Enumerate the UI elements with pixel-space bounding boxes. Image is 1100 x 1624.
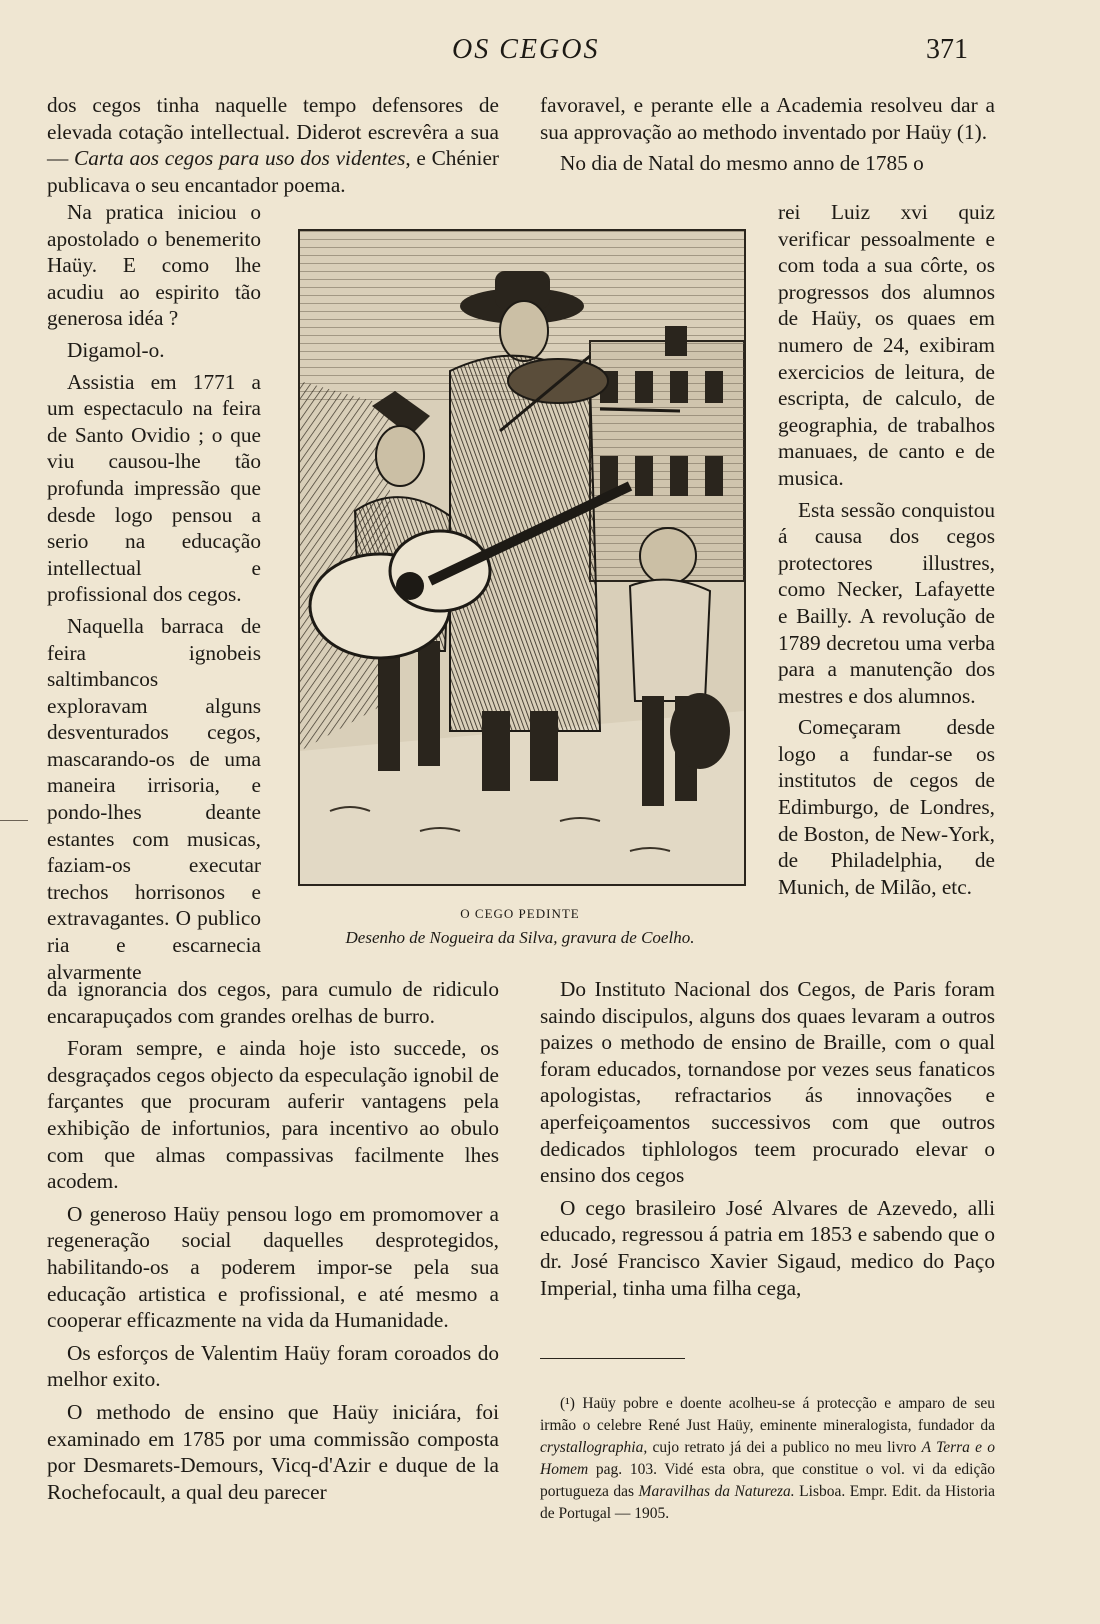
left-column-narrow xyxy=(47,199,261,990)
running-head xyxy=(0,34,1100,74)
paragraph: Do Instituto Nacional dos Cegos, de Paris foram saindo discipulos, alguns dos quaes levaram a outros paizes o methodo de ensino de Braille, com o qual foram educados, tornandose por vezes seus fanaticos apologistas, refractarios ás innovações e aperfeiçoamentos successivos com que outros dedicados tiphlologos teem procurado elevar o ensino dos cegos xyxy=(540,977,995,1188)
figure-credit: Desenho de Nogueira da Silva, gravura de Coelho. xyxy=(345,928,695,947)
right-column-narrow xyxy=(778,199,995,905)
footnote xyxy=(540,1393,995,1525)
paragraph: Digamol-o. xyxy=(67,337,165,362)
paragraph: O generoso Haüy pensou logo em promomover a regeneração social daquelles desprotegidos, habilitando-os a poderem impor-se pela sua educação artistica e profissional, e até mesmo a cooperar efficazmente na vida da Humanidade. xyxy=(47,1201,499,1333)
margin-mark xyxy=(0,820,28,821)
paragraph xyxy=(47,92,499,198)
left-column-top xyxy=(47,92,499,203)
engraving-illustration xyxy=(298,229,746,886)
paragraph: O methodo de ensino que Haüy iniciára, foi examinado em 1785 por uma commissão composta por Desmarets-Demours, Vicq-d'Azir e duque de la Rochefocault, a qual deu parecer xyxy=(47,1399,499,1504)
text: Haüy pobre e doente acolheu-se á protecção e amparo de seu irmão o celebre René Just Haüy, eminente mineralogista, fundador da xyxy=(540,1395,995,1434)
paragraph: favoravel, e perante elle a Academia resolveu dar a sua approvação ao methodo inventado por Haüy (1). xyxy=(540,93,995,144)
text: , e Chénier publicava o seu encantador poema. xyxy=(47,146,500,197)
text: Lisboa. Empr. Edit. da Historia de Portugal — 1905. xyxy=(540,1483,995,1522)
paragraph: No dia de Natal do mesmo anno de 1785 o xyxy=(560,151,924,176)
paragraph: rei Luiz xvi quiz verificar pessoalmente e com toda a sua côrte, os progressos dos alumnos de Haüy, os quaes em numero de 24, exibiram exercicios de leitura, de escripta, de calculo, de geographia, de trabalhos manuaes, de canto e de musica. xyxy=(778,200,995,490)
engraving-drawing xyxy=(300,231,744,884)
paragraph: da ignorancia dos cegos, para cumulo de ridiculo encarapuçados com grandes orelhas de burro. xyxy=(47,977,499,1028)
footnote-text xyxy=(540,1393,995,1525)
figure-title: O CEGO PEDINTE xyxy=(460,906,580,921)
left-column-bottom xyxy=(47,976,499,1511)
italic-title: Carta aos cegos para uso dos videntes xyxy=(74,146,406,171)
running-title: OS CEGOS xyxy=(452,34,600,65)
paragraph: Começaram desde logo a fundar-se os institutos de cegos de Edimburgo, de Londres, de Boston, de New-York, de Philadelphia, de Munich, de Milão, etc. xyxy=(778,715,995,899)
footnote-rule xyxy=(540,1358,685,1359)
paragraph: Foram sempre, e ainda hoje isto succede, os desgraçados cegos objecto da especulação ignobil de farçantes que procuram auferir vantagens pela exhibição de infortunios, para incentivo ao obulo com que almas compassivas facilmente lhes acodem. xyxy=(47,1036,499,1194)
italic-title: A Terra e o Homem xyxy=(540,1439,995,1478)
paragraph: Os esforços de Valentim Haüy foram coroados do melhor exito. xyxy=(47,1340,499,1392)
footnote-marker: (¹) xyxy=(560,1395,575,1412)
text: pag. 103. Vidé esta obra, que constitue o vol. vi da edição portugueza das xyxy=(540,1461,995,1500)
italic-term: crystallographia, xyxy=(540,1439,648,1456)
italic-title: Maravilhas da Natureza. xyxy=(638,1483,795,1500)
text: dos cegos tinha naquelle tempo defensores de elevada cotação intellectual. Diderot escrevêra a sua— xyxy=(47,93,499,171)
page-number: 371 xyxy=(926,34,968,65)
paragraph: O cego brasileiro José Alvares de Azevedo, alli educado, regressou á patria em 1853 e sabendo que o dr. José Francisco Xavier Sigaud, medico do Paço Imperial, tinha uma filha cega, xyxy=(540,1195,995,1300)
paragraph: Esta sessão conquistou á causa dos cegos protectores illustres, como Necker, Lafayette e Bailly. A revolução de 1789 decretou uma verba para a manutenção dos mestres e dos alumnos. xyxy=(778,497,995,708)
right-column-bottom xyxy=(540,976,995,1307)
paragraph: Naquella barraca de feira ignobeis saltimbancos exploravam alguns desventurados cegos, mascarando-os de uma maneira irrisoria, e pondo-lhes deante estantes com musicas, faziam-os executar trechos horrisonos e extravagantes. O publico ria e escarnecia alvarmente xyxy=(47,613,261,984)
text: cujo retrato já dei a publico no meu livro xyxy=(647,1439,922,1456)
paragraph: Assistia em 1771 a um espectaculo na feira de Santo Ovidio ; o que viu causou-lhe tão profunda impressão que desde logo pensou a serio na educação intellectual e profissional dos cegos. xyxy=(47,369,261,607)
right-column-top xyxy=(540,92,995,182)
paragraph: Na pratica iniciou o apostolado o benemerito Haüy. E como lhe acudiu ao espirito tão generosa idéa ? xyxy=(47,200,261,331)
